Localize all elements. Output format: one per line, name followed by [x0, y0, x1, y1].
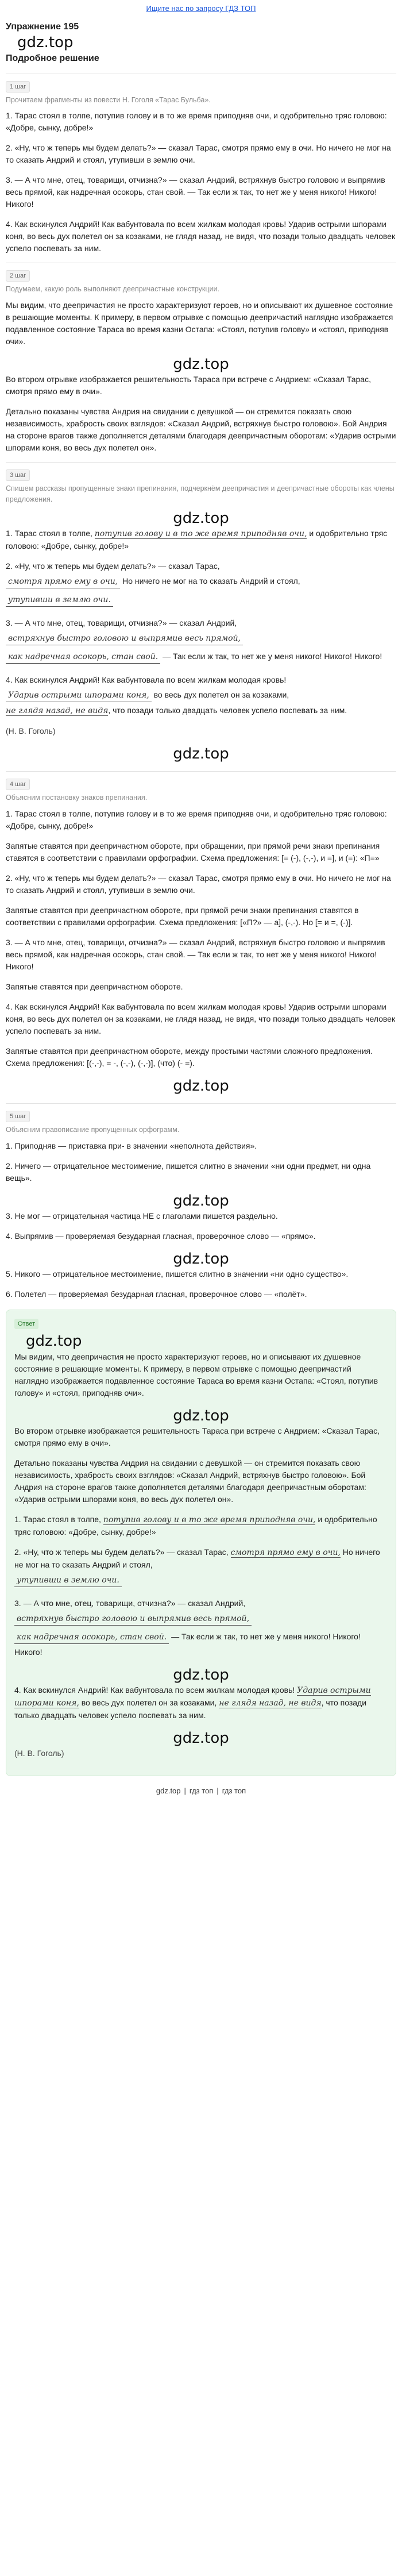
paragraph: Мы видим, что деепричастия не просто характеризуют героев, но и описывают их душевное состояние в решающие моменты. К примеру, в первом отрывке с помощью деепричастий наглядно изображается подавленное состояние Тараса во время казни Остапа: «Стоял, потупив голову» и «стоял, приподняв очи». — [6, 301, 393, 346]
text: во весь дух полетел он за козаками, — [79, 1697, 219, 1707]
text: 4. Как вскинулся Андрий! Как вабунтовала по всем жилкам молодая кровь! — [6, 675, 287, 685]
footer-link[interactable]: gdz.top — [156, 1786, 181, 1796]
underlined-phrase: как надречная осокорь, стан свой. — [14, 1631, 169, 1644]
text: во весь дух полетел он за козаками, — [151, 690, 289, 700]
paragraph: 1. Тарас стоял в толпе, потупив голову и в то же время приподняв очи, и одобрительно тряс головою: «Добре, сынку, добре!» — [6, 111, 387, 133]
underlined-phrase: потупив голову и в то же время приподняв очи, — [94, 529, 307, 539]
paragraph — [14, 1597, 388, 1658]
paragraph: 1. Приподняв — приставка при- в значении «неполнота действия». — [6, 1141, 257, 1150]
text: Но ничего не мог на то сказать Андрий и стоял, — [120, 576, 300, 586]
step-3 — [6, 462, 396, 763]
text: и одобрительно тряс головою: «Добре, сынку, добре!» — [14, 1514, 377, 1537]
step-task: Спишем рассказы пропущенные знаки препинания, подчеркнём деепричастия и деепричастные обороты как члены предложения. — [6, 484, 395, 504]
step-task: Объясним постановку знаков препинания. — [6, 794, 148, 802]
text: Но ничего не мог на то сказать Андрий и стоял, — [14, 1547, 380, 1569]
paragraph — [6, 527, 396, 552]
paragraph: 4. Как вскинулся Андрий! Как вабунтовала по всем жилкам молодая кровь! Ударив острыми шпорами коня, во весь дух полетел он за козаками, не глядя назад, не видя, что позади только двадцать человек успело поспевать за ним. — [6, 1002, 396, 1035]
text: — Так если ж так, то нет же у меня никого! Никого! Никого! — [160, 652, 382, 661]
text: 1. Тарас стоял в толпе, — [14, 1514, 103, 1524]
text: , что позади только двадцать человек успело поспевать за ним. — [14, 1697, 367, 1720]
underlined-phrase: потупив голову и в то же время приподняв очи, — [103, 1515, 316, 1524]
paragraph: 3. Не мог — отрицательная частица НЕ с глаголами пишется раздельно. — [6, 1211, 278, 1221]
top-search-link[interactable]: Ищите нас по запросу ГДЗ ТОП — [146, 4, 256, 13]
author: (Н. В. Гоголь) — [14, 1749, 64, 1758]
footer-link[interactable]: гдз топ — [222, 1786, 246, 1796]
paragraph: 5. Никого — отрицательное местоимение, пишется слитно в значении «ни одно существо». — [6, 1269, 349, 1279]
underlined-phrase: не глядя назад, не видя — [219, 1698, 322, 1708]
text: 2. «Ну, что ж теперь мы будем делать?» — сказал Тарас, — [6, 561, 220, 571]
paragraph: 4. Выпрямив — проверяемая безударная гласная, проверочное слово — «прямо». — [6, 1231, 316, 1241]
answer-badge: Ответ — [14, 1319, 38, 1329]
step-5 — [6, 1103, 396, 1300]
brand-watermark: gdz.top — [173, 1077, 229, 1095]
underlined-phrase: встряхнув быстро головою и выпрямив весь прямой, — [6, 633, 243, 645]
exercise-title: Упражнение 195 — [6, 21, 79, 32]
brand-watermark: gdz.top — [173, 356, 229, 373]
brand-watermark: gdz.top — [173, 745, 229, 763]
paragraph — [14, 1546, 388, 1589]
brand-watermark: gdz.top — [173, 1407, 229, 1424]
paragraph — [14, 1514, 388, 1538]
step-badge: 5 шаг — [6, 1111, 30, 1122]
text: и одобрительно тряс головою: «Добре, сынку, добре!» — [6, 529, 388, 551]
text: , что позади только двадцать человек успело поспевать за ним. — [108, 706, 347, 715]
underlined-phrase: смотря прямо ему в очи, — [230, 1547, 341, 1557]
paragraph — [6, 674, 396, 717]
step-task: Подумаем, какую роль выполняют деепричастные конструкции. — [6, 285, 219, 294]
underlined-phrase: Ударив острыми шпорами коня, — [6, 690, 152, 702]
step-task: Объясним правописание пропущенных орфограмм. — [6, 1126, 180, 1134]
underlined-phrase: утупивши в землю очи. — [14, 1574, 122, 1587]
paragraph: 4. Как вскинулся Андрий! Как вабунтовала по всем жилкам молодая кровь! Ударив острыми шпорами коня, во весь дух полетел он за козаками, не глядя назад, не видя, что позади только двадцать человек успело поспевать за ним. — [6, 220, 396, 253]
brand-watermark: gdz.top — [173, 509, 229, 527]
solution-subtitle: Подробное решение — [6, 53, 99, 63]
footer-separator: | — [184, 1786, 186, 1796]
author: (Н. В. Гоголь) — [6, 726, 56, 736]
underlined-phrase: утупивши в землю очи. — [6, 594, 113, 607]
underlined-phrase: как надречная осокорь, стан свой. — [6, 651, 160, 664]
text: 1. Тарас стоял в толпе, — [6, 529, 95, 538]
brand-watermark: gdz.top — [26, 1333, 82, 1350]
paragraph: Запятые ставятся при деепричастном обороте. — [6, 982, 183, 991]
brand-watermark: gdz.top — [173, 1666, 229, 1684]
paragraph: 1. Тарас стоял в толпе, потупив голову и в то же время приподняв очи, и одобрительно тряс головою: «Добре, сынку, добре!» — [6, 809, 387, 830]
text: — Так если ж так, то нет же у меня никого! Никого! Никого! — [14, 1631, 361, 1657]
underlined-phrase: встряхнув быстро головою и выпрямив весь прямой, — [14, 1613, 252, 1626]
paragraph: Детально показаны чувства Андрия на свидании с девушкой — он стремится показать свою независимость, храбрость своих взглядов: «Сказал Андрий, встряхнув быстро головою». Бой Андрия на стороне врагов также дополняется деталями благодаря деепричастным оборотам: «Ударив острыми шпорами коня, во весь дух полетел он». — [6, 407, 396, 453]
paragraph: Запятые ставятся при деепричастном обороте, между простыми частями сложного предложения. Схема предложения: [(-,-), = -, (-,-), (-,-)], (что) (- =). — [6, 1046, 373, 1068]
footer-link[interactable]: гдз топ — [189, 1786, 214, 1796]
brand-watermark: gdz.top — [173, 1729, 229, 1747]
footer — [6, 1776, 396, 1797]
paragraph: Запятые ставятся при деепричастном обороте, при прямой речи знаки препинания ставятся в соответствии с правилами орфографии. Схема предложения: [«П?» — а], (-,-). Но [= и =, (-)]. — [6, 906, 359, 927]
step-badge: 2 шаг — [6, 270, 30, 282]
text: 3. — А что мне, отец, товарищи, отчизна?» — сказал Андрий, — [14, 1598, 246, 1608]
paragraph — [6, 617, 396, 666]
paragraph: 2. Ничего — отрицательное местоимение, пишется слитно в значении «ни одни предмет, ни одна вещь». — [6, 1161, 371, 1183]
step-badge: 3 шаг — [6, 469, 30, 481]
paragraph: 3. — А что мне, отец, товарищи, отчизна?» — сказал Андрий, встряхнув быстро головою и выпрямив весь прямой, как надречная осокорь, стан свой. — Так если ж так, то нет же у меня никого! Никого! Никого! — [6, 938, 385, 971]
paragraph: 2. «Ну, что ж теперь мы будем делать?» — сказал Тарас, смотря прямо ему в очи. Но ничего не мог на то сказать Андрий и стоял, утупивши в землю очи. — [6, 143, 391, 165]
answer-box — [6, 1310, 396, 1776]
paragraph — [6, 560, 396, 609]
footer-separator: | — [217, 1786, 219, 1796]
paragraph: 6. Полетел — проверяемая безударная гласная, проверочное слово — «полёт». — [6, 1289, 307, 1299]
paragraph: Во втором отрывке изображается решительность Тараса при встрече с Андрием: «Сказал Тарас, смотря прямо ему в очи». — [6, 375, 371, 396]
text: 3. — А что мне, отец, товарищи, отчизна?» — сказал Андрий, — [6, 618, 237, 628]
paragraph: Мы видим, что деепричастия не просто характеризуют героев, но и описывают их душевное состояние в решающие моменты. К примеру, в первом отрывке с помощью деепричастий наглядно изображается подавленное состояние Тараса во время казни Остапа: «Стоял, потупив голову» и «стоял, приподняв очи». — [14, 1351, 378, 1397]
step-badge: 4 шаг — [6, 779, 30, 790]
step-badge: 1 шаг — [6, 81, 30, 93]
brand-watermark: gdz.top — [17, 33, 74, 51]
brand-watermark: gdz.top — [173, 1250, 229, 1268]
paragraph: Во втором отрывке изображается решительность Тараса при встрече с Андрием: «Сказал Тарас, смотря прямо ему в очи». — [14, 1426, 380, 1447]
step-2 — [6, 263, 396, 454]
step-task: Прочитаем фрагменты из повести Н. Гоголя «Тарас Бульба». — [6, 95, 211, 104]
underlined-phrase: Ударив острыми шпорами коня, — [14, 1685, 371, 1708]
paragraph: Детально показаны чувства Андрия на свидании с девушкой — он стремится показать свою независимость, храбрость своих взглядов: «Сказал Андрий, встряхнув быстро головою». Бой Андрия на стороне врагов также дополняется деталями благодаря деепричастным оборотам: «Ударив острыми шпорами коня, во весь дух полетел он». — [14, 1458, 366, 1504]
underlined-phrase: не глядя назад, не видя — [6, 706, 109, 716]
paragraph: 2. «Ну, что ж теперь мы будем делать?» — сказал Тарас, смотря прямо ему в очи. Но ничего не мог на то сказать Андрий и стоял, утупивши в землю очи. — [6, 873, 391, 895]
brand-watermark: gdz.top — [173, 1192, 229, 1210]
underlined-phrase: смотря прямо ему в очи, — [6, 576, 120, 588]
paragraph: Запятые ставятся при деепричастном обороте, при обращении, при прямой речи знаки препинания ставятся в соответствии с правилами орфографии. Схема предложения: [= (-), (-,-), и =], и (=): «П=» — [6, 841, 380, 862]
text: 4. Как вскинулся Андрий! Как вабунтовала по всем жилкам молодая кровь! — [14, 1685, 297, 1695]
step-4 — [6, 771, 396, 1095]
paragraph: 3. — А что мне, отец, товарищи, отчизна?» — сказал Андрий, встряхнув быстро головою и выпрямив весь прямой, как надречная осокорь, стан свой. — Так если ж так, то нет же у меня никого! Никого! Никого! — [6, 175, 385, 209]
step-1 — [6, 74, 396, 255]
paragraph — [14, 1684, 388, 1722]
text: 2. «Ну, что ж теперь мы будем делать?» — сказал Тарас, — [14, 1547, 229, 1557]
